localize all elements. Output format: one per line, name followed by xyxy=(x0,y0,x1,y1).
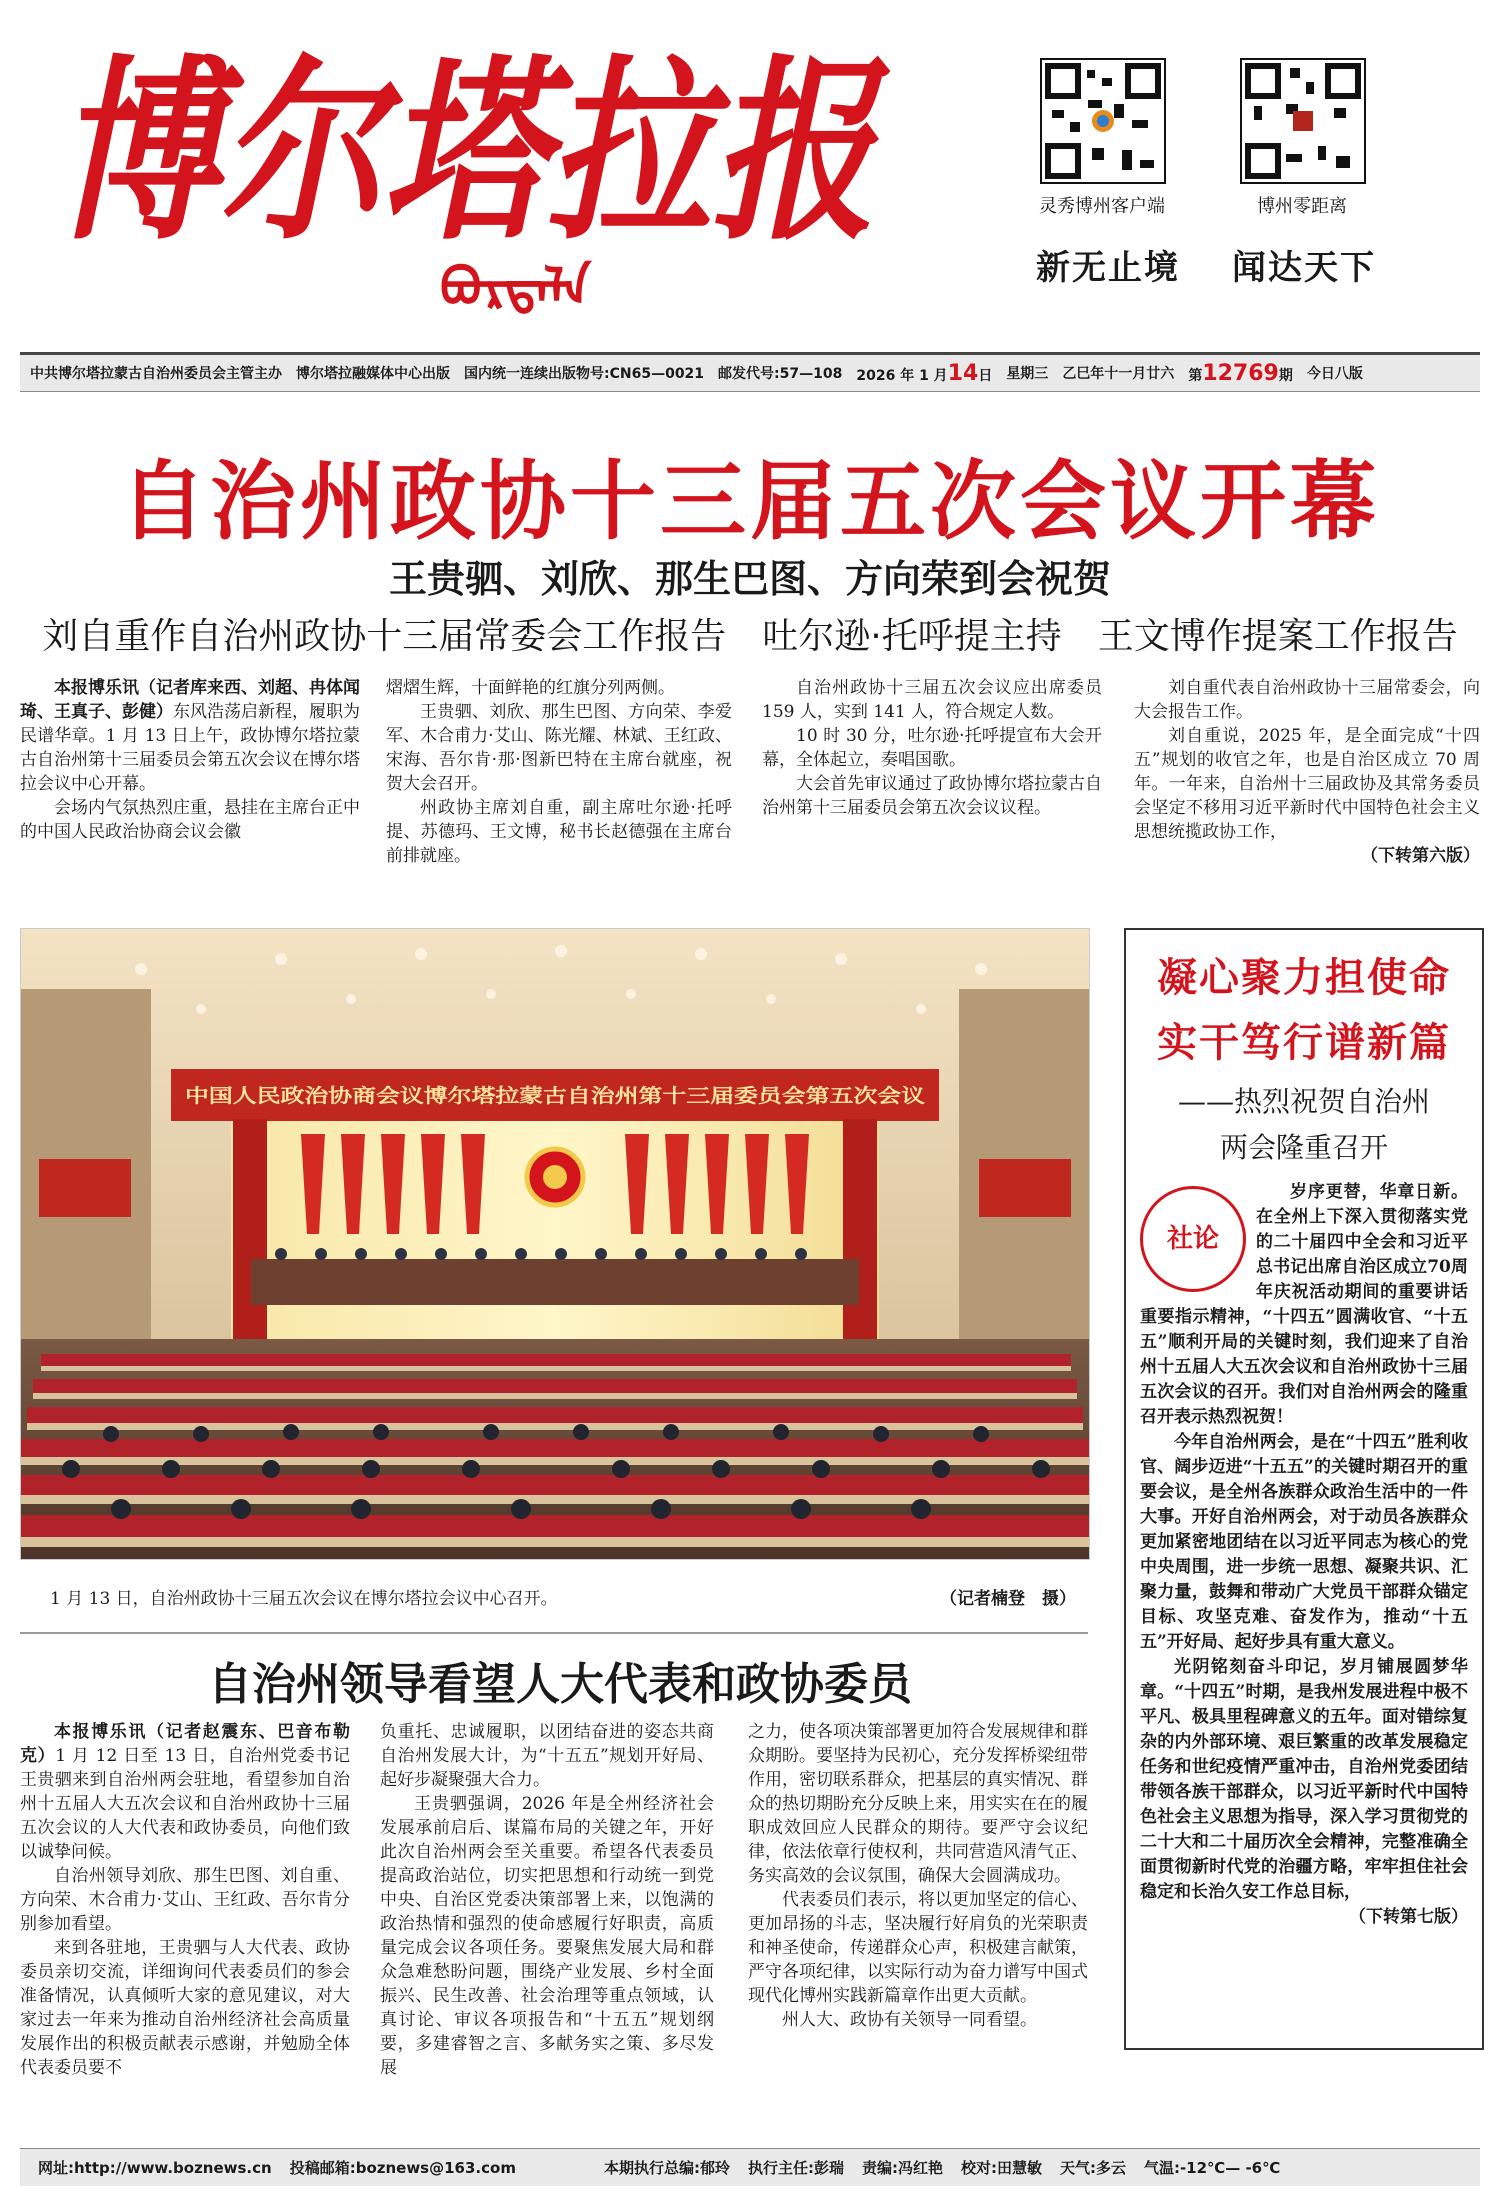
paragraph: 自治州政协十三届五次会议应出席委员 159 人，实到 141 人，符合规定人数。 xyxy=(762,678,1102,722)
publisher: 博尔塔拉融媒体中心出版 xyxy=(296,366,450,382)
paragraph: 来到各驻地，王贵驷与人大代表、政协委员亲切交流，详细询问代表委员们的参会准备情况，认真倾听大家的意见建议，对大家过去一年来为推动自治州经济社会高质量发展作出的积极贡献表示感谢，并勉励全体代表委员要不 xyxy=(20,1938,350,2078)
footer-chief-editor: 本期执行总编:郁玲 xyxy=(603,2159,730,2177)
masthead-title-text: 博尔塔拉报 xyxy=(55,37,891,267)
footer-editor: 责编:冯红艳 xyxy=(861,2159,943,2177)
second-column-2 xyxy=(380,1720,714,2080)
hall-banner-text: 中国人民政治协商会议博尔塔拉蒙古自治州第十三届委员会第五次会议 xyxy=(185,1085,775,1107)
cn-number: 国内统一连续出版物号:CN65—0021 xyxy=(464,366,705,382)
qr-code-client[interactable] xyxy=(1040,58,1166,184)
qr-code-icon xyxy=(1042,60,1164,182)
qr-label-client: 灵秀博州客户端 xyxy=(1039,196,1165,217)
jump-line-page7[interactable]: （下转第七版） xyxy=(1349,1907,1468,1927)
paragraph: 10 时 30 分，吐尔逊·托呼提宣布大会开幕，全体起立，奏唱国歌。 xyxy=(762,726,1102,770)
paragraph: 会场内气氛热烈庄重，悬挂在主席台正中的中国人民政治协商会议会徽 xyxy=(20,798,360,842)
paragraph: 岁序更替，华章日新。在全州上下深入贯彻落实党的二十届四中全会和习近平总书记出席自治区成立70周年庆祝活动期间的重要讲话重要指示精神，“十四五”圆满收官、“十五五”顺利开局的关键时刻，我们迎来了自治州十五届人大五次会议和自治州政协十三届五次会议的召开。我们对自治州两会的隆重召开表示热烈祝贺！ xyxy=(1140,1182,1468,1427)
slogan-left: 新无止境 xyxy=(1036,248,1180,288)
paragraph: 光阴铭刻奋斗印记，岁月铺展圆梦华章。“十四五”时期，是我州发展进程中极不平凡、极具里程碑意义的五年。面对错综复杂的内外部环境、艰巨繁重的改革发展稳定任务和世纪疫情严重冲击，自治州党委团结带领各族干部群众，以习近平新时代中国特色社会主义思想为指导，深入学习贯彻党的二十大和二十届历次全会精神，完整准确全面贯彻新时代党的治疆方略，牢牢担住社会稳定和长治久安工作总目标， xyxy=(1140,1657,1468,1902)
editorial-title-line1: 凝心聚力担使命 xyxy=(1157,954,1451,1001)
qr-label-zero-distance: 博州零距离 xyxy=(1257,196,1347,217)
photo-credit: （记者楠登 摄） xyxy=(940,1589,1076,1609)
paragraph: 大会首先审议通过了政协博尔塔拉蒙古自治州第十三届委员会第五次会议议程。 xyxy=(762,774,1102,818)
lead-column-3 xyxy=(762,676,1102,820)
footer-exec-director: 执行主任:彭瑞 xyxy=(747,2159,844,2177)
conference-photo xyxy=(20,928,1090,1560)
paragraph: 王贵驷、刘欣、那生巴图、方向荣、李爱军、木合甫力·艾山、陈光耀、林斌、王红政、宋海、吾尔肯·那·图新巴特在主席台就座，祝贺大会召开。 xyxy=(386,702,732,794)
jump-line-page6[interactable]: （下转第六版） xyxy=(1361,846,1480,866)
editorial-sidebar xyxy=(1124,928,1484,2050)
lead-column-4 xyxy=(1134,676,1480,868)
editorial-stamp-icon: 社论 xyxy=(1140,1186,1246,1292)
paragraph: 州人大、政协有关领导一同看望。 xyxy=(782,2010,1037,2030)
issue-number: 第12769期 xyxy=(1188,360,1293,386)
masthead-mongol-script: ᠪᠣᠷᠲᠠᠯᠠ xyxy=(440,257,591,318)
publication-info-bar xyxy=(20,352,1480,392)
second-headline: 自治州领导看望人大代表和政协委员 xyxy=(208,1659,912,1710)
editorial-body xyxy=(1126,1166,1482,1930)
issue-date: 2026 年 1 月14日 xyxy=(856,360,993,386)
footer-email[interactable]: 投稿邮箱:boznews@163.com xyxy=(289,2159,516,2177)
qr-code-zero-distance[interactable] xyxy=(1240,58,1366,184)
second-column-3 xyxy=(748,1720,1088,2032)
footer-weather: 天气:多云 xyxy=(1059,2159,1126,2177)
second-column-1 xyxy=(20,1720,350,2080)
lunar-date: 乙巳年十一月廿六 xyxy=(1062,366,1175,382)
editorial-title-line2: 实干笃行谱新篇 xyxy=(1157,1019,1451,1066)
lead-subhead-2: 刘自重作自治州政协十三届常委会工作报告 吐尔逊·托呼提主持 王文博作提案工作报告 xyxy=(42,616,1458,657)
post-code: 邮发代号:57—108 xyxy=(718,366,843,382)
paragraph: 熠熠生辉，十面鲜艳的红旗分列两侧。 xyxy=(386,678,675,698)
footer-temperature: 气温:-12℃— -6℃ xyxy=(1143,2159,1281,2177)
footer-website[interactable]: 网址:http://www.boznews.cn xyxy=(38,2159,272,2177)
paragraph: 州政协主席刘自重，副主席吐尔逊·托呼提、苏德玛、王文博，秘书长赵德强在主席台前排就座。 xyxy=(386,798,732,866)
lead-column-1 xyxy=(20,676,360,844)
footer-proof: 校对:田慧敏 xyxy=(960,2159,1042,2177)
lead-headline: 自治州政协十三届五次会议开幕 xyxy=(120,452,1380,552)
paragraph: 刘自重说，2025 年，是全面完成“十四五”规划的收官之年，也是自治区成立 70 周年。一年来，自治州十三届政协及其常务委员会坚定不移用习近平新时代中国特色社会主义思想统揽政协工作， xyxy=(1134,726,1480,842)
page-count: 今日八版 xyxy=(1306,366,1363,382)
photo-caption: 1 月 13 日，自治州政协十三届五次会议在博尔塔拉会议中心召开。 xyxy=(50,1589,558,1609)
editorial-sub-line1: ——热烈祝贺自治州 xyxy=(1177,1085,1430,1118)
paragraph: 代表委员们表示，将以更加坚定的信心、更加昂扬的斗志，坚决履行好肩负的光荣职责和神圣使命，传递群众心声，积极建言献策，严守各项纪律，以实际行动为奋力谱写中国式现代化博州实践新篇章作出更大贡献。 xyxy=(748,1890,1088,2006)
paragraph: 本报博乐讯（记者赵震东、巴音布勒克）1 月 12 日至 13 日，自治州党委书记王贵驷来到自治州两会驻地，看望参加自治州十五届人大五次会议和自治州政协十三届五次会议的人大代表和政协委员，向他们致以诚挚问候。 xyxy=(20,1722,350,1862)
paragraph: 王贵驷强调，2026 年是全州经济社会发展承前启后、谋篇布局的关键之年，开好此次自治州两会至关重要。希望各代表委员提高政治站位，切实把思想和行动统一到党中央、自治区党委决策部署上来，以饱满的政治热情和强烈的使命感履行好职责，高质量完成会议各项任务。要聚焦发展大局和群众急难愁盼问题，围绕产业发展、乡村全面振兴、民生改善、社会治理等重点领域，认真讨论、审议各项报告和“十五五”规划纲要，多建睿智之言、多献务实之策、多尽发展 xyxy=(380,1794,714,2078)
masthead-title-logo xyxy=(55,30,895,267)
conference-hall-image xyxy=(21,929,1089,1559)
divider xyxy=(20,1632,1088,1634)
weekday: 星期三 xyxy=(1006,366,1049,382)
paragraph: 负重托、忠诚履职，以团结奋进的姿态共商自治州发展大计，为“十五五”规划开好局、起好步凝聚强大合力。 xyxy=(380,1722,714,1790)
slogan-right: 闻达天下 xyxy=(1232,248,1376,288)
paragraph: 之力，使各项决策部署更加符合发展规律和群众期盼。要坚持为民初心，充分发挥桥梁纽带作用，密切联系群众，把基层的真实情况、群众的热切期盼充分反映上来，用实实在在的履职成效回应人民群众的期待。要严守会议纪律，依法依章行使权利，共同营造风清气正、务实高效的会议氛围，确保大会圆满成功。 xyxy=(748,1722,1088,1886)
paragraph: 刘自重代表自治州政协十三届常委会，向大会报告工作。 xyxy=(1134,678,1480,722)
qr-code-icon xyxy=(1242,60,1364,182)
paragraph: 本报博乐讯（记者库来西、刘超、冉体闻琦、王真子、彭健）东风浩荡启新程，履职为民谱华章。1 月 13 日上午，政协博尔塔拉蒙古自治州第十三届委员会第五次会议在博尔塔拉会议中心开幕。 xyxy=(20,678,360,794)
lead-subhead-1: 王贵驷、刘欣、那生巴图、方向荣到会祝贺 xyxy=(388,556,1111,601)
paragraph: 今年自治州两会，是在“十四五”胜利收官、阔步迈进“十五五”的关键时期召开的重要会议，是全州各族群众政治生活中的一件大事。开好自治州两会，对于动员各族群众更加紧密地团结在以习近平同志为核心的党中央周围，进一步统一思想、凝聚共识、汇聚力量，鼓舞和带动广大党员干部群众锚定目标、攻坚克难、奋发作为，推动“十五五”开好局、起好步具有重大意义。 xyxy=(1140,1432,1468,1652)
sponsor: 中共博尔塔拉蒙古自治州委员会主管主办 xyxy=(30,366,282,382)
footer-bar xyxy=(20,2148,1480,2186)
paragraph: 自治州领导刘欣、那生巴图、刘自重、方向荣、木合甫力·艾山、王红政、吾尔肯分别参加看望。 xyxy=(20,1866,350,1934)
lead-column-2 xyxy=(386,676,732,868)
editorial-sub-line2: 两会隆重召开 xyxy=(1219,1131,1388,1164)
